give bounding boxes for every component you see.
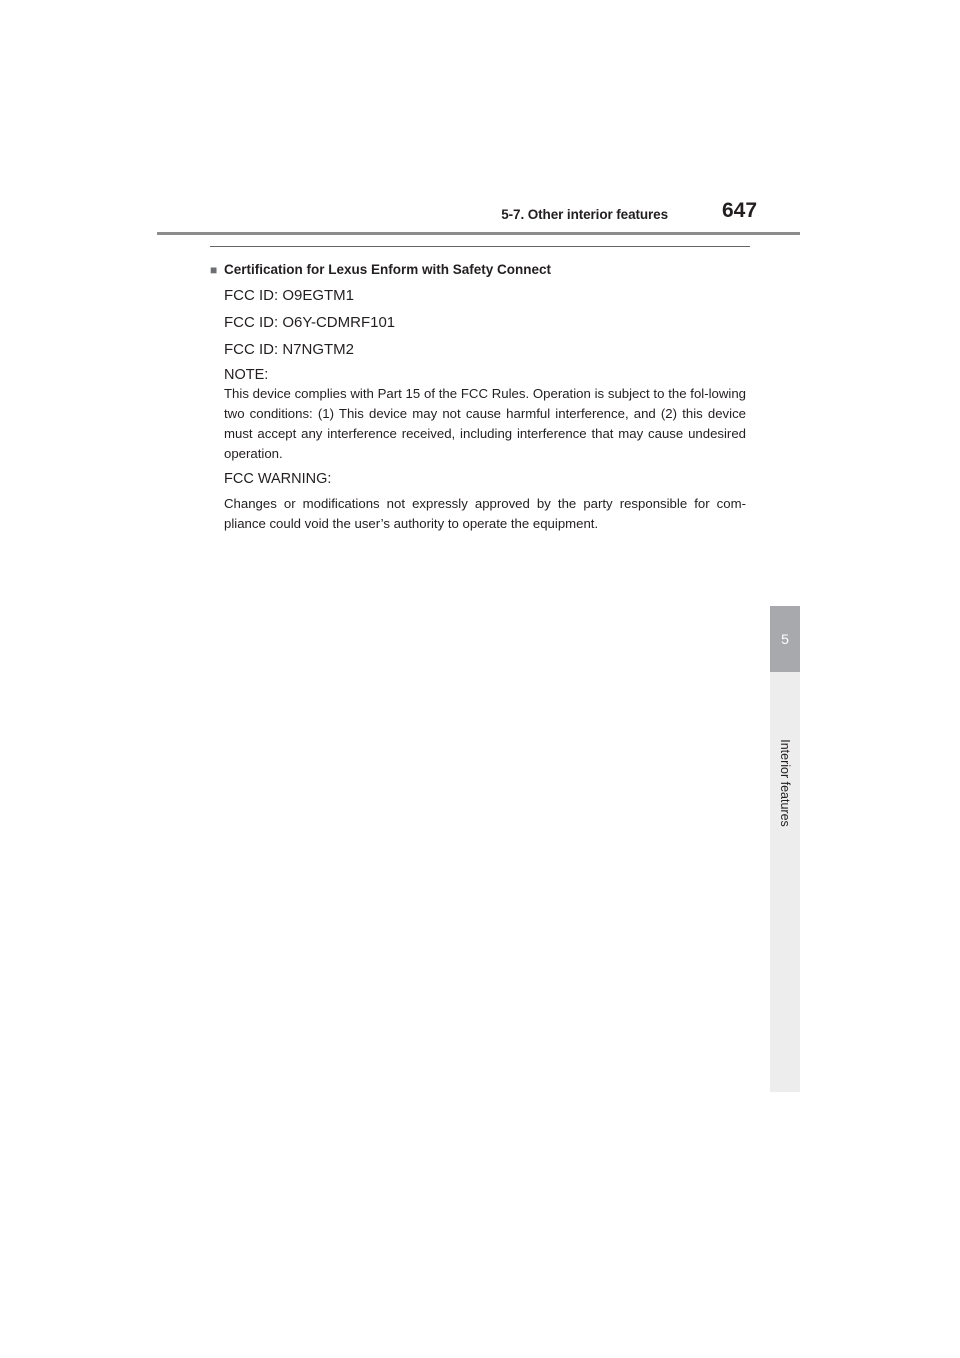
page-number: 647 bbox=[722, 199, 758, 222]
section-title: 5-7. Other interior features bbox=[501, 207, 668, 222]
fcc-id-2: FCC ID: O6Y-CDMRF101 bbox=[224, 314, 396, 331]
chapter-tab bbox=[770, 606, 800, 672]
note-text: This device complies with Part 15 of the FCC Rules. Operation is subject to the fol-lowing two conditions: (1) This device may not cause harmful interference, and (2) this device must accept any interference received, including interference that may cause undesired operation. bbox=[224, 386, 746, 461]
fcc-warning-label: FCC WARNING: bbox=[224, 471, 332, 487]
header-divider bbox=[157, 232, 800, 235]
chapter-label: Interior features bbox=[778, 739, 792, 827]
fcc-id-1: FCC ID: O9EGTM1 bbox=[224, 287, 355, 304]
fcc-warning-text: Changes or modifications not expressly approved by the party responsible for com-pliance could void the user’s authority to operate the equipment. bbox=[224, 496, 746, 531]
content-divider bbox=[210, 246, 750, 247]
main-content bbox=[210, 261, 746, 534]
section-heading bbox=[210, 261, 746, 279]
certification-block bbox=[224, 286, 746, 534]
note-label: NOTE: bbox=[224, 367, 269, 383]
chapter-number: 5 bbox=[781, 631, 789, 647]
square-bullet-icon: ■ bbox=[210, 263, 218, 277]
fcc-id-3: FCC ID: N7NGTM2 bbox=[224, 341, 355, 358]
section-heading-text: Certification for Lexus Enform with Safety Connect bbox=[224, 262, 552, 277]
chapter-band bbox=[770, 672, 800, 1092]
